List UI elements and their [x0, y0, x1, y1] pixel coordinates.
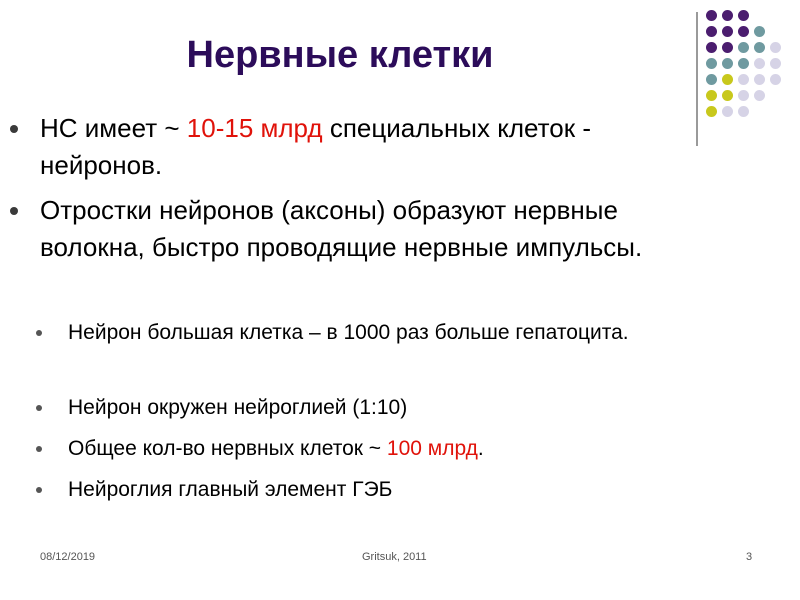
sub-bullet-text: Нейроглия главный элемент ГЭБ: [68, 478, 393, 501]
bullet-item-neurons-count: [40, 110, 660, 184]
sub-bullet-total-count: [68, 434, 708, 464]
sub-bullet-neuron-size: [68, 318, 708, 348]
sub-bullet-text: Нейрон большая клетка – в 1000 раз больше гепатоцита.: [68, 321, 629, 344]
sub-bullet-bbb: [68, 475, 708, 505]
bullet-marker-icon: [10, 207, 18, 215]
sub-bullet-text-after: .: [477, 437, 484, 460]
bullet-text-after: специальных клеток - нейронов.: [40, 113, 591, 180]
footer-page-number: 3: [746, 551, 753, 563]
footer-date: 08/12/2019: [40, 551, 96, 563]
bullet-marker-icon: [10, 125, 18, 133]
sub-bullet-text: Нейрон окружен нейроглией (1:10): [68, 396, 408, 419]
bullet-accent-value: 10-15 млрд: [186, 113, 323, 143]
bullet-text: Отростки нейронов (аксоны) образуют нервные волокна, быстро проводящие нервные импульсы.: [40, 195, 643, 262]
sub-bullet-marker-icon: [36, 446, 42, 452]
sub-bullet-marker-icon: [36, 330, 42, 336]
slide-title: Нервные клетки: [186, 34, 494, 76]
sub-bullet-marker-icon: [36, 487, 42, 493]
footer-author: Gritsuk, 2011: [362, 551, 427, 563]
bullet-text-before: НС имеет ~: [40, 113, 187, 143]
sub-bullet-marker-icon: [36, 405, 42, 411]
sub-bullet-accent-value: 100 млрд: [386, 437, 478, 460]
bullet-item-axons: [40, 192, 660, 266]
sub-bullet-text-before: Общее кол-во нервных клеток ~: [68, 437, 387, 460]
sub-bullet-neuroglia-ratio: [68, 393, 708, 423]
